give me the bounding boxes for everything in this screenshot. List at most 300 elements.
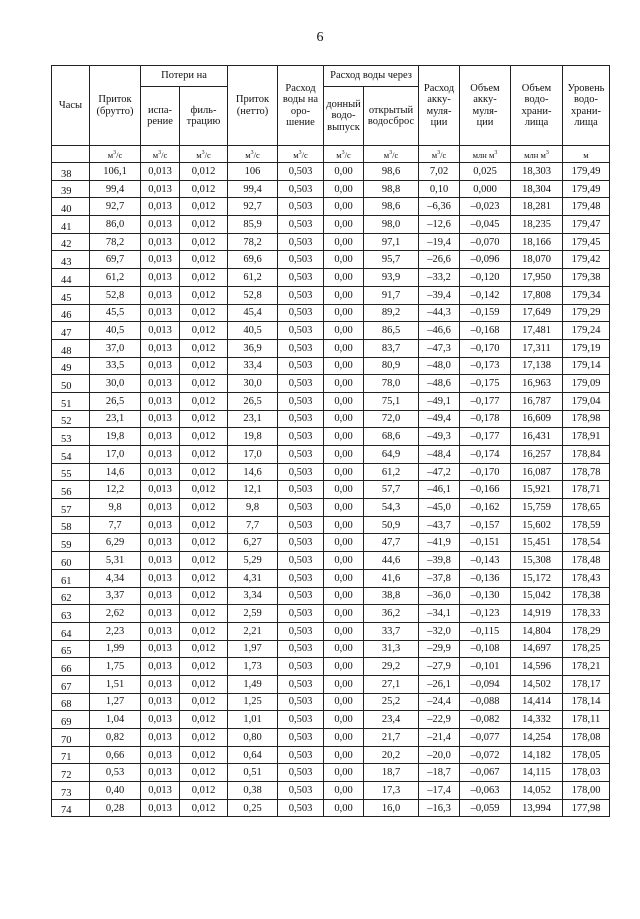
cell-inflow-net: 5,29 xyxy=(228,552,278,570)
cell-hour: 72 xyxy=(52,764,90,782)
cell-evaporation: 0,013 xyxy=(141,251,180,269)
cell-storage-level: 178,91 xyxy=(563,428,610,446)
cell-accumulation-volume: –0,059 xyxy=(460,799,511,817)
cell-storage-level: 178,48 xyxy=(563,552,610,570)
unit-m3s: $м^3/с$ xyxy=(324,146,364,163)
cell-accumulation-volume: –0,168 xyxy=(460,322,511,340)
cell-irrigation: 0,503 xyxy=(278,251,324,269)
cell-inflow-net: 4,31 xyxy=(228,569,278,587)
cell-irrigation: 0,503 xyxy=(278,357,324,375)
cell-inflow-gross: 7,7 xyxy=(90,516,141,534)
cell-storage-level: 178,59 xyxy=(563,516,610,534)
cell-storage-volume: 15,308 xyxy=(511,552,563,570)
cell-bottom-outlet: 0,00 xyxy=(324,339,364,357)
cell-accumulation-volume: –0,108 xyxy=(460,640,511,658)
table-row xyxy=(52,163,610,181)
cell-inflow-net: 19,8 xyxy=(228,428,278,446)
cell-evaporation: 0,013 xyxy=(141,746,180,764)
cell-bottom-outlet: 0,00 xyxy=(324,233,364,251)
header-irrigation: Расход воды на оро- шение xyxy=(278,66,324,146)
cell-bottom-outlet: 0,00 xyxy=(324,764,364,782)
cell-open-spillway: 83,7 xyxy=(364,339,419,357)
cell-storage-volume: 18,304 xyxy=(511,180,563,198)
unit-mln-m3: млн $м^3$ xyxy=(511,146,563,163)
cell-storage-volume: 13,994 xyxy=(511,799,563,817)
cell-storage-level: 179,49 xyxy=(563,163,610,181)
cell-accumulation-rate: –39,8 xyxy=(419,552,460,570)
cell-filtration: 0,012 xyxy=(180,481,228,499)
cell-storage-volume: 14,596 xyxy=(511,658,563,676)
header-inflow-gross: Приток (брутто) xyxy=(90,66,141,146)
cell-accumulation-volume: –0,166 xyxy=(460,481,511,499)
cell-open-spillway: 33,7 xyxy=(364,622,419,640)
cell-evaporation: 0,013 xyxy=(141,233,180,251)
cell-storage-level: 178,29 xyxy=(563,622,610,640)
cell-inflow-net: 1,49 xyxy=(228,675,278,693)
cell-open-spillway: 18,7 xyxy=(364,764,419,782)
cell-storage-level: 179,45 xyxy=(563,233,610,251)
cell-open-spillway: 78,0 xyxy=(364,375,419,393)
cell-inflow-gross: 0,40 xyxy=(90,782,141,800)
cell-filtration: 0,012 xyxy=(180,605,228,623)
cell-evaporation: 0,013 xyxy=(141,711,180,729)
cell-evaporation: 0,013 xyxy=(141,764,180,782)
cell-filtration: 0,012 xyxy=(180,286,228,304)
cell-storage-volume: 14,502 xyxy=(511,675,563,693)
cell-storage-volume: 17,138 xyxy=(511,357,563,375)
cell-accumulation-volume: –0,177 xyxy=(460,392,511,410)
cell-accumulation-volume: –0,170 xyxy=(460,463,511,481)
cell-inflow-gross: 99,4 xyxy=(90,180,141,198)
table-row xyxy=(52,286,610,304)
cell-hour: 71 xyxy=(52,746,90,764)
cell-irrigation: 0,503 xyxy=(278,746,324,764)
cell-filtration: 0,012 xyxy=(180,463,228,481)
cell-inflow-net: 85,9 xyxy=(228,216,278,234)
cell-storage-volume: 16,431 xyxy=(511,428,563,446)
cell-accumulation-rate: –32,0 xyxy=(419,622,460,640)
cell-storage-level: 179,47 xyxy=(563,216,610,234)
cell-inflow-gross: 23,1 xyxy=(90,410,141,428)
cell-filtration: 0,012 xyxy=(180,658,228,676)
cell-accumulation-rate: –24,4 xyxy=(419,693,460,711)
reservoir-balance-table xyxy=(51,65,610,817)
header-open-spillway: открытый водосброс xyxy=(364,87,419,146)
cell-filtration: 0,012 xyxy=(180,428,228,446)
header-storage-volume: Объем водо- храни- лища xyxy=(511,66,563,146)
table-row xyxy=(52,463,610,481)
cell-accumulation-volume: –0,120 xyxy=(460,269,511,287)
cell-accumulation-rate: –36,0 xyxy=(419,587,460,605)
cell-bottom-outlet: 0,00 xyxy=(324,711,364,729)
cell-filtration: 0,012 xyxy=(180,499,228,517)
cell-open-spillway: 98,0 xyxy=(364,216,419,234)
cell-storage-level: 178,54 xyxy=(563,534,610,552)
cell-hour: 43 xyxy=(52,251,90,269)
cell-storage-volume: 18,303 xyxy=(511,163,563,181)
cell-inflow-gross: 92,7 xyxy=(90,198,141,216)
header-losses: Потери на xyxy=(141,66,228,87)
cell-hour: 52 xyxy=(52,410,90,428)
cell-storage-level: 179,42 xyxy=(563,251,610,269)
cell-accumulation-rate: 0,10 xyxy=(419,180,460,198)
header-bottom-outlet: донный водо- выпуск xyxy=(324,87,364,146)
cell-accumulation-rate: –49,4 xyxy=(419,410,460,428)
table-row xyxy=(52,216,610,234)
cell-accumulation-volume: –0,178 xyxy=(460,410,511,428)
cell-accumulation-volume: –0,115 xyxy=(460,622,511,640)
cell-hour: 53 xyxy=(52,428,90,446)
cell-filtration: 0,012 xyxy=(180,322,228,340)
cell-inflow-net: 36,9 xyxy=(228,339,278,357)
unit-mln-m3: млн $м^3$ xyxy=(460,146,511,163)
cell-evaporation: 0,013 xyxy=(141,729,180,747)
cell-storage-level: 178,98 xyxy=(563,410,610,428)
table-row xyxy=(52,375,610,393)
cell-filtration: 0,012 xyxy=(180,339,228,357)
cell-storage-volume: 16,087 xyxy=(511,463,563,481)
table-row xyxy=(52,322,610,340)
cell-storage-level: 178,00 xyxy=(563,782,610,800)
cell-inflow-gross: 61,2 xyxy=(90,269,141,287)
cell-hour: 63 xyxy=(52,605,90,623)
cell-inflow-net: 33,4 xyxy=(228,357,278,375)
cell-filtration: 0,012 xyxy=(180,269,228,287)
cell-filtration: 0,012 xyxy=(180,163,228,181)
cell-storage-volume: 17,481 xyxy=(511,322,563,340)
cell-storage-volume: 14,052 xyxy=(511,782,563,800)
cell-storage-volume: 18,070 xyxy=(511,251,563,269)
table-row xyxy=(52,410,610,428)
cell-filtration: 0,012 xyxy=(180,233,228,251)
cell-irrigation: 0,503 xyxy=(278,481,324,499)
cell-storage-level: 179,19 xyxy=(563,339,610,357)
cell-accumulation-rate: –46,6 xyxy=(419,322,460,340)
cell-storage-volume: 17,808 xyxy=(511,286,563,304)
cell-evaporation: 0,013 xyxy=(141,375,180,393)
cell-filtration: 0,012 xyxy=(180,304,228,322)
cell-inflow-net: 17,0 xyxy=(228,446,278,464)
cell-bottom-outlet: 0,00 xyxy=(324,410,364,428)
table-row xyxy=(52,516,610,534)
cell-accumulation-volume: –0,175 xyxy=(460,375,511,393)
cell-storage-level: 178,84 xyxy=(563,446,610,464)
cell-storage-level: 178,43 xyxy=(563,569,610,587)
cell-evaporation: 0,013 xyxy=(141,640,180,658)
cell-bottom-outlet: 0,00 xyxy=(324,286,364,304)
cell-inflow-gross: 86,0 xyxy=(90,216,141,234)
cell-hour: 49 xyxy=(52,357,90,375)
cell-irrigation: 0,503 xyxy=(278,163,324,181)
cell-inflow-net: 6,27 xyxy=(228,534,278,552)
cell-irrigation: 0,503 xyxy=(278,569,324,587)
cell-filtration: 0,012 xyxy=(180,764,228,782)
cell-hour: 47 xyxy=(52,322,90,340)
cell-accumulation-rate: –18,7 xyxy=(419,764,460,782)
cell-inflow-net: 52,8 xyxy=(228,286,278,304)
cell-filtration: 0,012 xyxy=(180,587,228,605)
cell-evaporation: 0,013 xyxy=(141,216,180,234)
cell-open-spillway: 98,8 xyxy=(364,180,419,198)
cell-inflow-gross: 69,7 xyxy=(90,251,141,269)
cell-accumulation-volume: –0,067 xyxy=(460,764,511,782)
cell-evaporation: 0,013 xyxy=(141,622,180,640)
cell-accumulation-volume: –0,123 xyxy=(460,605,511,623)
cell-hour: 38 xyxy=(52,163,90,181)
table-body xyxy=(52,163,610,817)
table-row xyxy=(52,729,610,747)
cell-bottom-outlet: 0,00 xyxy=(324,782,364,800)
cell-accumulation-rate: –20,0 xyxy=(419,746,460,764)
cell-irrigation: 0,503 xyxy=(278,339,324,357)
cell-storage-level: 179,04 xyxy=(563,392,610,410)
cell-inflow-net: 2,59 xyxy=(228,605,278,623)
cell-bottom-outlet: 0,00 xyxy=(324,640,364,658)
unit-m3s: $м^3/с$ xyxy=(228,146,278,163)
cell-inflow-gross: 106,1 xyxy=(90,163,141,181)
cell-accumulation-rate: –37,8 xyxy=(419,569,460,587)
cell-hour: 45 xyxy=(52,286,90,304)
cell-storage-level: 179,48 xyxy=(563,198,610,216)
cell-filtration: 0,012 xyxy=(180,729,228,747)
cell-storage-volume: 14,115 xyxy=(511,764,563,782)
cell-open-spillway: 98,6 xyxy=(364,163,419,181)
cell-filtration: 0,012 xyxy=(180,675,228,693)
cell-irrigation: 0,503 xyxy=(278,375,324,393)
cell-hour: 61 xyxy=(52,569,90,587)
cell-inflow-gross: 4,34 xyxy=(90,569,141,587)
cell-irrigation: 0,503 xyxy=(278,622,324,640)
cell-irrigation: 0,503 xyxy=(278,658,324,676)
cell-irrigation: 0,503 xyxy=(278,216,324,234)
cell-bottom-outlet: 0,00 xyxy=(324,605,364,623)
cell-storage-volume: 14,182 xyxy=(511,746,563,764)
cell-inflow-gross: 14,6 xyxy=(90,463,141,481)
cell-inflow-gross: 37,0 xyxy=(90,339,141,357)
table-row xyxy=(52,799,610,817)
table-row xyxy=(52,605,610,623)
cell-open-spillway: 86,5 xyxy=(364,322,419,340)
cell-accumulation-rate: –6,36 xyxy=(419,198,460,216)
cell-bottom-outlet: 0,00 xyxy=(324,304,364,322)
cell-accumulation-rate: –33,2 xyxy=(419,269,460,287)
cell-inflow-net: 0,25 xyxy=(228,799,278,817)
cell-bottom-outlet: 0,00 xyxy=(324,799,364,817)
cell-hour: 44 xyxy=(52,269,90,287)
cell-inflow-gross: 1,04 xyxy=(90,711,141,729)
cell-open-spillway: 23,4 xyxy=(364,711,419,729)
cell-storage-volume: 15,172 xyxy=(511,569,563,587)
cell-accumulation-rate: –47,3 xyxy=(419,339,460,357)
cell-accumulation-rate: 7,02 xyxy=(419,163,460,181)
cell-hour: 58 xyxy=(52,516,90,534)
cell-filtration: 0,012 xyxy=(180,711,228,729)
cell-irrigation: 0,503 xyxy=(278,693,324,711)
cell-open-spillway: 97,1 xyxy=(364,233,419,251)
cell-bottom-outlet: 0,00 xyxy=(324,481,364,499)
cell-evaporation: 0,013 xyxy=(141,286,180,304)
cell-storage-volume: 15,921 xyxy=(511,481,563,499)
cell-storage-level: 178,78 xyxy=(563,463,610,481)
cell-evaporation: 0,013 xyxy=(141,339,180,357)
cell-evaporation: 0,013 xyxy=(141,799,180,817)
cell-hour: 62 xyxy=(52,587,90,605)
table-row xyxy=(52,481,610,499)
cell-evaporation: 0,013 xyxy=(141,693,180,711)
cell-accumulation-rate: –43,7 xyxy=(419,516,460,534)
cell-storage-volume: 14,414 xyxy=(511,693,563,711)
cell-accumulation-rate: –17,4 xyxy=(419,782,460,800)
cell-hour: 66 xyxy=(52,658,90,676)
cell-storage-volume: 18,235 xyxy=(511,216,563,234)
cell-storage-level: 178,21 xyxy=(563,658,610,676)
cell-evaporation: 0,013 xyxy=(141,163,180,181)
cell-inflow-net: 106 xyxy=(228,163,278,181)
cell-hour: 60 xyxy=(52,552,90,570)
cell-hour: 57 xyxy=(52,499,90,517)
cell-accumulation-rate: –48,4 xyxy=(419,446,460,464)
cell-open-spillway: 29,2 xyxy=(364,658,419,676)
table-row xyxy=(52,392,610,410)
cell-irrigation: 0,503 xyxy=(278,463,324,481)
cell-bottom-outlet: 0,00 xyxy=(324,180,364,198)
cell-inflow-net: 3,34 xyxy=(228,587,278,605)
unit-m3s: $м^3/с$ xyxy=(90,146,141,163)
cell-irrigation: 0,503 xyxy=(278,587,324,605)
unit-m3s: $м^3/с$ xyxy=(364,146,419,163)
table-row xyxy=(52,198,610,216)
cell-filtration: 0,012 xyxy=(180,375,228,393)
cell-accumulation-volume: –0,045 xyxy=(460,216,511,234)
cell-irrigation: 0,503 xyxy=(278,552,324,570)
cell-evaporation: 0,013 xyxy=(141,499,180,517)
cell-evaporation: 0,013 xyxy=(141,481,180,499)
cell-storage-level: 178,25 xyxy=(563,640,610,658)
cell-open-spillway: 61,2 xyxy=(364,463,419,481)
cell-inflow-net: 1,25 xyxy=(228,693,278,711)
cell-hour: 46 xyxy=(52,304,90,322)
table-row xyxy=(52,180,610,198)
table-row xyxy=(52,552,610,570)
cell-bottom-outlet: 0,00 xyxy=(324,658,364,676)
cell-filtration: 0,012 xyxy=(180,746,228,764)
cell-bottom-outlet: 0,00 xyxy=(324,446,364,464)
cell-accumulation-rate: –48,0 xyxy=(419,357,460,375)
unit-m3s: $м^3/с$ xyxy=(419,146,460,163)
cell-inflow-net: 1,97 xyxy=(228,640,278,658)
cell-open-spillway: 91,7 xyxy=(364,286,419,304)
cell-filtration: 0,012 xyxy=(180,799,228,817)
cell-evaporation: 0,013 xyxy=(141,410,180,428)
cell-evaporation: 0,013 xyxy=(141,428,180,446)
cell-evaporation: 0,013 xyxy=(141,392,180,410)
cell-irrigation: 0,503 xyxy=(278,322,324,340)
cell-open-spillway: 41,6 xyxy=(364,569,419,587)
cell-accumulation-rate: –49,1 xyxy=(419,392,460,410)
cell-inflow-gross: 26,5 xyxy=(90,392,141,410)
cell-storage-volume: 16,609 xyxy=(511,410,563,428)
cell-hour: 39 xyxy=(52,180,90,198)
cell-storage-volume: 14,804 xyxy=(511,622,563,640)
cell-inflow-gross: 17,0 xyxy=(90,446,141,464)
cell-accumulation-rate: –21,4 xyxy=(419,729,460,747)
cell-accumulation-volume: –0,170 xyxy=(460,339,511,357)
cell-filtration: 0,012 xyxy=(180,198,228,216)
cell-evaporation: 0,013 xyxy=(141,357,180,375)
cell-accumulation-volume: –0,162 xyxy=(460,499,511,517)
cell-accumulation-rate: –48,6 xyxy=(419,375,460,393)
cell-hour: 73 xyxy=(52,782,90,800)
cell-inflow-net: 23,1 xyxy=(228,410,278,428)
cell-storage-volume: 14,697 xyxy=(511,640,563,658)
cell-filtration: 0,012 xyxy=(180,622,228,640)
cell-bottom-outlet: 0,00 xyxy=(324,357,364,375)
cell-hour: 54 xyxy=(52,446,90,464)
cell-bottom-outlet: 0,00 xyxy=(324,428,364,446)
cell-accumulation-volume: 0,000 xyxy=(460,180,511,198)
cell-filtration: 0,012 xyxy=(180,782,228,800)
cell-inflow-gross: 1,75 xyxy=(90,658,141,676)
cell-accumulation-rate: –22,9 xyxy=(419,711,460,729)
cell-filtration: 0,012 xyxy=(180,446,228,464)
cell-hour: 67 xyxy=(52,675,90,693)
cell-accumulation-volume: –0,143 xyxy=(460,552,511,570)
cell-bottom-outlet: 0,00 xyxy=(324,693,364,711)
cell-bottom-outlet: 0,00 xyxy=(324,516,364,534)
cell-bottom-outlet: 0,00 xyxy=(324,622,364,640)
cell-open-spillway: 95,7 xyxy=(364,251,419,269)
cell-bottom-outlet: 0,00 xyxy=(324,163,364,181)
cell-open-spillway: 72,0 xyxy=(364,410,419,428)
cell-inflow-net: 1,73 xyxy=(228,658,278,676)
cell-accumulation-rate: –39,4 xyxy=(419,286,460,304)
cell-inflow-net: 0,51 xyxy=(228,764,278,782)
cell-accumulation-volume: –0,177 xyxy=(460,428,511,446)
cell-accumulation-rate: –27,9 xyxy=(419,658,460,676)
cell-storage-level: 178,65 xyxy=(563,499,610,517)
cell-storage-volume: 15,602 xyxy=(511,516,563,534)
cell-filtration: 0,012 xyxy=(180,693,228,711)
cell-storage-volume: 14,254 xyxy=(511,729,563,747)
header-accumulation-rate: Расход акку- муля- ции xyxy=(419,66,460,146)
cell-inflow-net: 1,01 xyxy=(228,711,278,729)
cell-irrigation: 0,503 xyxy=(278,799,324,817)
cell-irrigation: 0,503 xyxy=(278,269,324,287)
cell-bottom-outlet: 0,00 xyxy=(324,216,364,234)
cell-open-spillway: 36,2 xyxy=(364,605,419,623)
cell-storage-level: 179,38 xyxy=(563,269,610,287)
cell-filtration: 0,012 xyxy=(180,640,228,658)
cell-evaporation: 0,013 xyxy=(141,569,180,587)
table-row xyxy=(52,446,610,464)
cell-open-spillway: 47,7 xyxy=(364,534,419,552)
cell-hour: 50 xyxy=(52,375,90,393)
header-inflow-net: Приток (нетто) xyxy=(228,66,278,146)
cell-bottom-outlet: 0,00 xyxy=(324,675,364,693)
cell-filtration: 0,012 xyxy=(180,251,228,269)
cell-accumulation-rate: –26,6 xyxy=(419,251,460,269)
cell-bottom-outlet: 0,00 xyxy=(324,463,364,481)
cell-evaporation: 0,013 xyxy=(141,198,180,216)
cell-hour: 68 xyxy=(52,693,90,711)
cell-storage-volume: 14,332 xyxy=(511,711,563,729)
cell-inflow-net: 14,6 xyxy=(228,463,278,481)
cell-bottom-outlet: 0,00 xyxy=(324,251,364,269)
cell-inflow-net: 0,38 xyxy=(228,782,278,800)
cell-accumulation-rate: –46,1 xyxy=(419,481,460,499)
cell-accumulation-volume: –0,173 xyxy=(460,357,511,375)
cell-bottom-outlet: 0,00 xyxy=(324,746,364,764)
